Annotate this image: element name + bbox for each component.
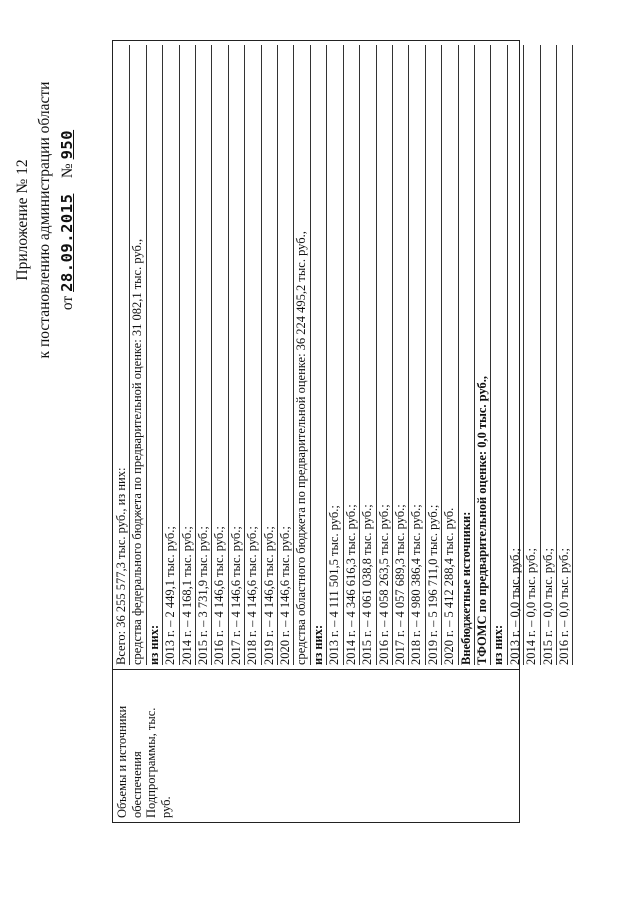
year-row: 2020 г. – 5 412 288,4 тыс. руб. bbox=[442, 45, 458, 665]
year-row: 2013 г. – 2 449,1 тыс. руб.; bbox=[163, 45, 179, 665]
label-cell bbox=[113, 669, 519, 822]
federal-budget-row: средства федерального бюджета по предварительной оценке: 31 082,1 тыс. руб., bbox=[130, 45, 146, 665]
year-row: 2013 г. – 4 111 501,5 тыс. руб.; bbox=[327, 45, 343, 665]
number-prefix: № bbox=[59, 163, 76, 179]
regional-budget-row: средства областного бюджета по предварительной оценке: 36 224 495,2 тыс. руб., bbox=[294, 45, 310, 665]
decree-number: 950 bbox=[58, 129, 76, 160]
of-which-row: из них: bbox=[311, 45, 327, 665]
year-row: 2013 г. – 0,0 тыс. руб.; bbox=[508, 45, 524, 665]
document-header bbox=[12, 10, 79, 430]
content-cell bbox=[113, 41, 571, 669]
tfoms-row: ТФОМС по предварительной оценке: 0,0 тыс. руб., bbox=[475, 45, 491, 665]
appendix-title: Приложение № 12 bbox=[14, 159, 31, 281]
year-row: 2018 г. – 4 146,6 тыс. руб.; bbox=[245, 45, 261, 665]
label-line: руб. bbox=[158, 796, 173, 818]
year-row: 2018 г. – 4 980 386,4 тыс. руб.; bbox=[409, 45, 425, 665]
label-line: обеспечения bbox=[129, 751, 144, 818]
of-which-row: из них: bbox=[147, 45, 163, 665]
year-row: 2015 г. – 0,0 тыс. руб.; bbox=[541, 45, 557, 665]
year-row: 2019 г. – 4 146,6 тыс. руб.; bbox=[262, 45, 278, 665]
year-row: 2016 г. – 4 058 263,5 тыс. руб.; bbox=[377, 45, 393, 665]
label-line: Подпрограммы, тыс. bbox=[144, 707, 158, 818]
year-row: 2017 г. – 4 057 689,3 тыс. руб.; bbox=[393, 45, 409, 665]
year-row: 2016 г. – 4 146,6 тыс. руб.; bbox=[212, 45, 228, 665]
year-row: 2016 г. – 0,0 тыс. руб.; bbox=[557, 45, 573, 665]
year-row: 2020 г. – 4 146,6 тыс. руб.; bbox=[278, 45, 294, 665]
year-row: 2014 г. – 4 168,1 тыс. руб.; bbox=[180, 45, 196, 665]
label-line: Объемы и источники bbox=[115, 705, 129, 818]
extrabudgetary-row: Внебюджетные источники: bbox=[459, 45, 475, 665]
funding-table bbox=[112, 40, 571, 823]
date-prefix: от bbox=[59, 295, 76, 311]
year-row: 2014 г. – 4 346 616,3 тыс. руб.; bbox=[344, 45, 360, 665]
year-row: 2014 г. – 0,0 тыс. руб.; bbox=[524, 45, 540, 665]
decree-reference: к постановлению администрации области bbox=[36, 81, 53, 359]
year-row: 2019 г. – 5 196 711,0 тыс. руб.; bbox=[426, 45, 442, 665]
year-row: 2015 г. – 4 061 038,8 тыс. руб.; bbox=[360, 45, 376, 665]
total-row: Всего: 36 255 577,3 тыс. руб., из них: bbox=[114, 45, 130, 665]
year-row: 2017 г. – 4 146,6 тыс. руб.; bbox=[229, 45, 245, 665]
of-which-row: из них: bbox=[491, 45, 507, 665]
decree-date-line bbox=[56, 10, 79, 430]
decree-date: 28.09.2015 bbox=[58, 193, 76, 292]
year-row: 2015 г. – 3 731,9 тыс. руб.; bbox=[196, 45, 212, 665]
